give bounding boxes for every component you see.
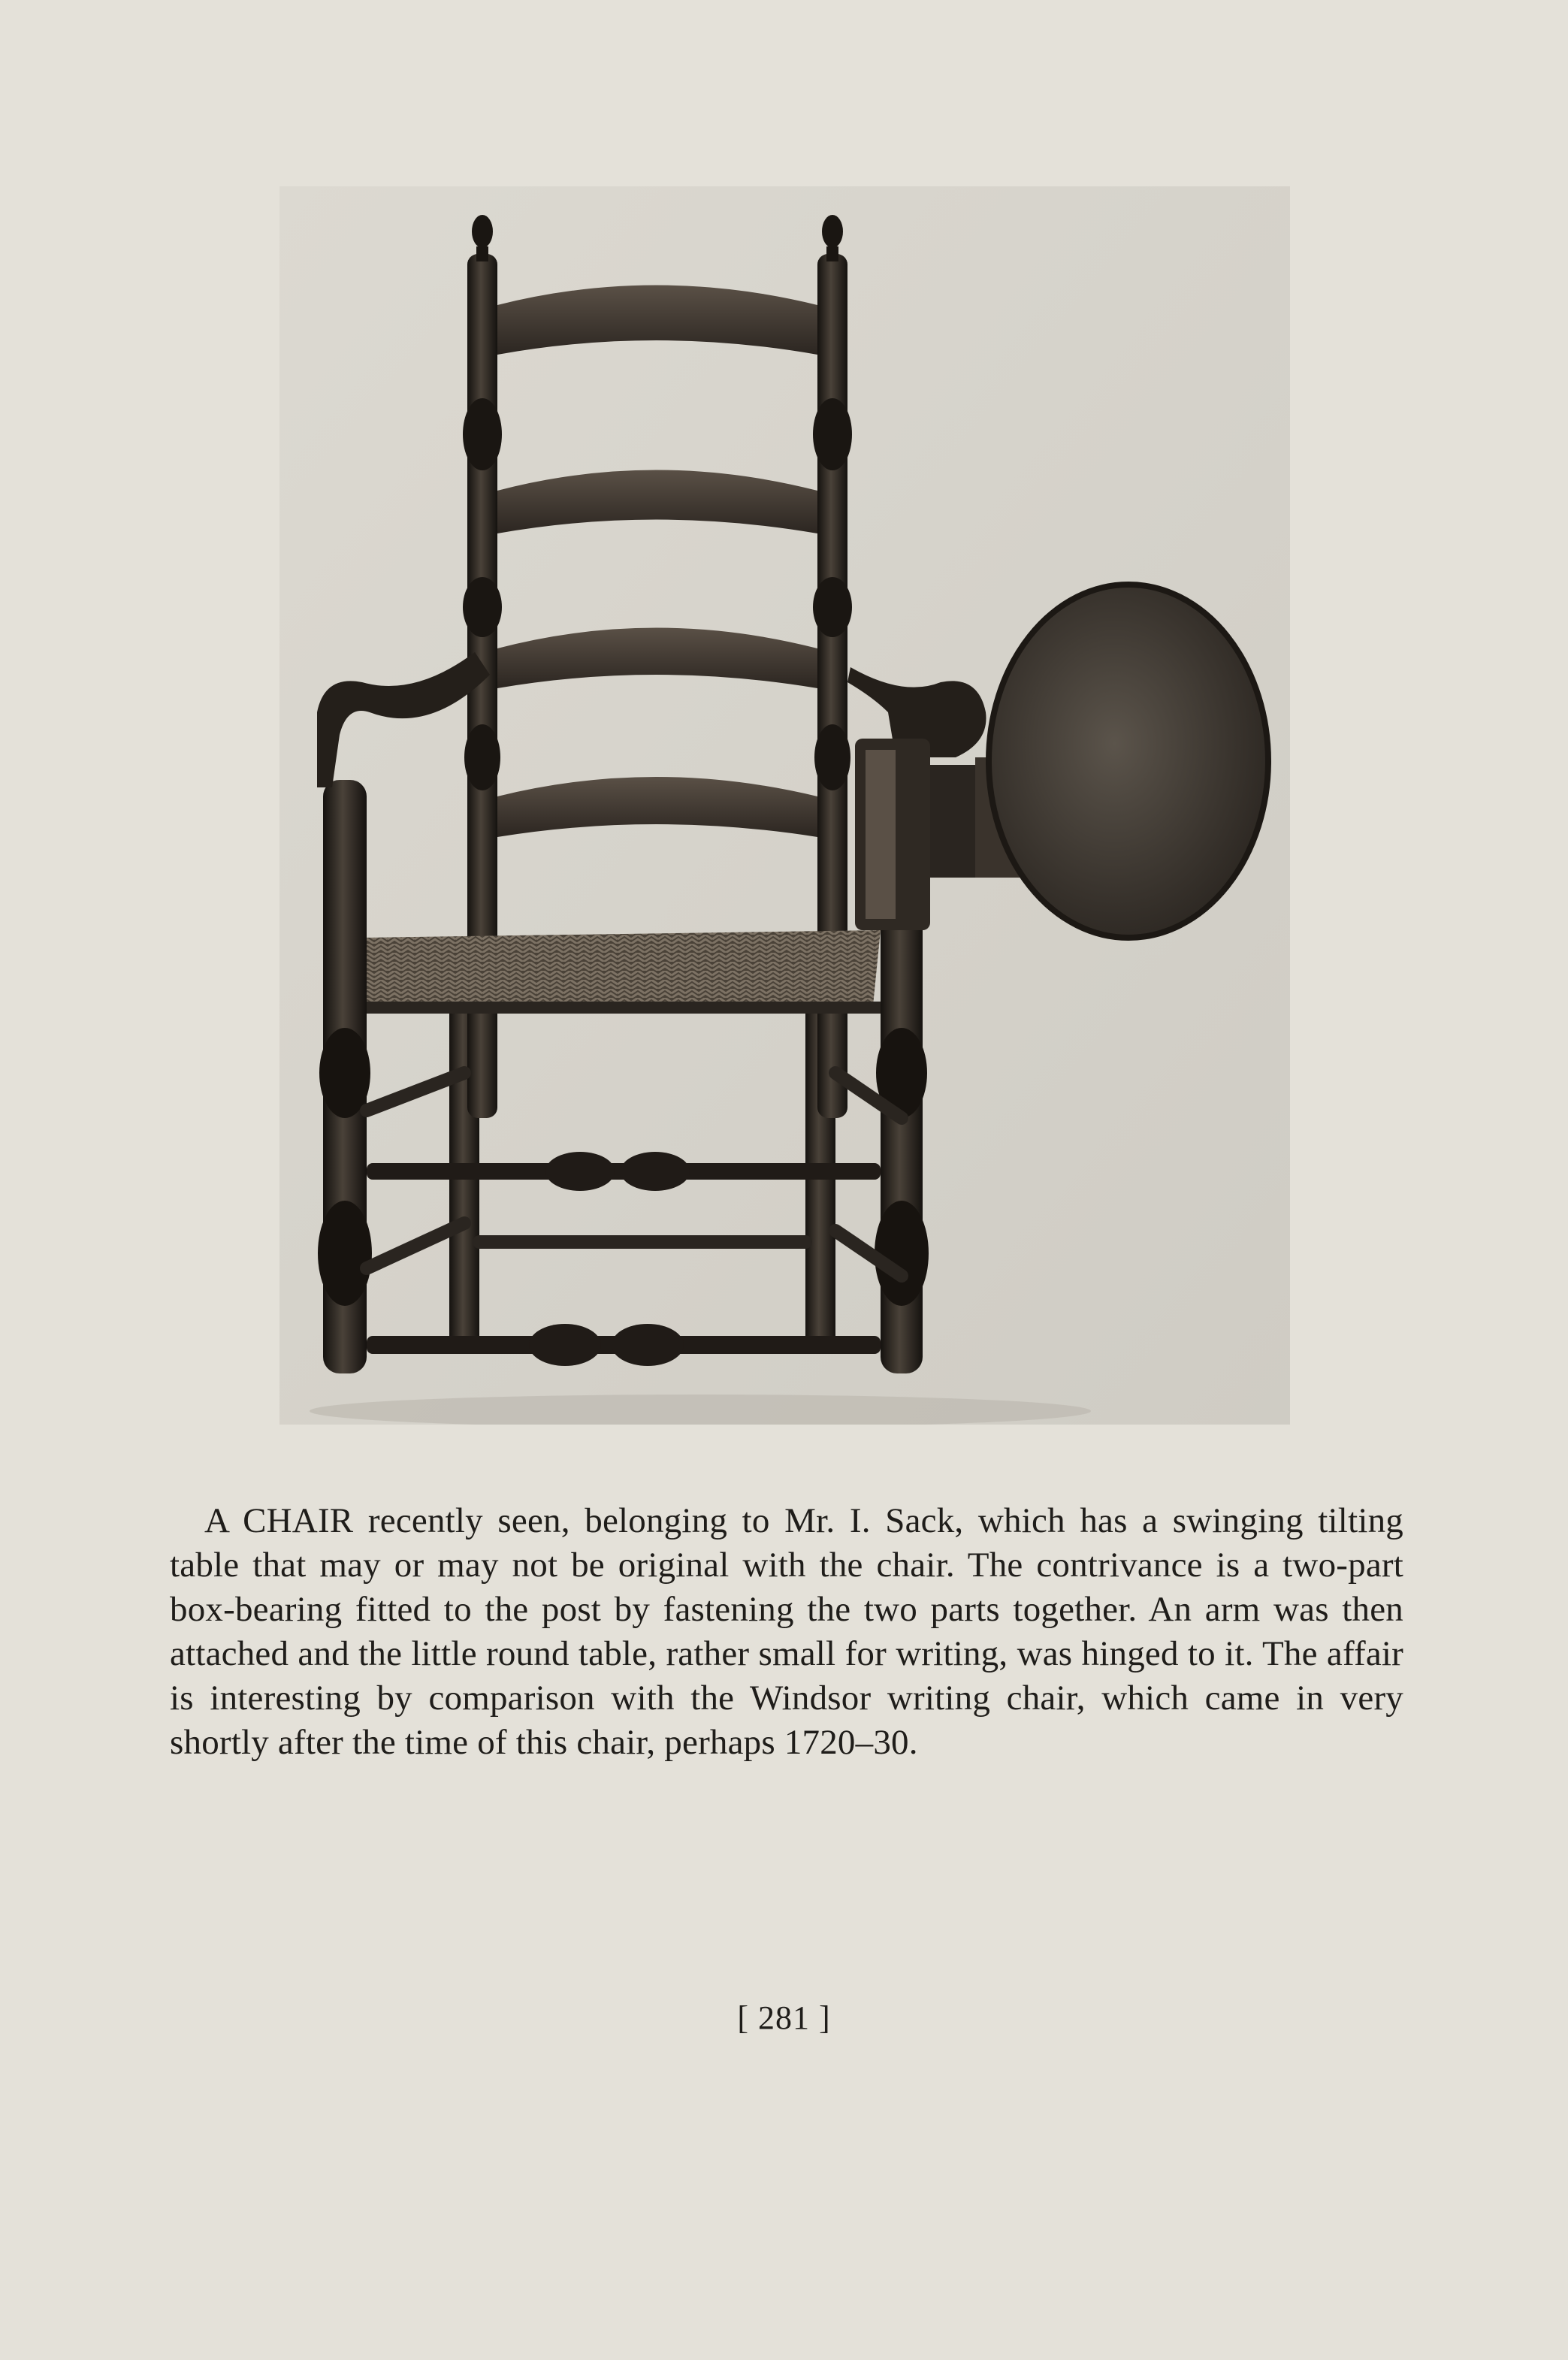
caption-text: A CHAIR recently seen, belonging to Mr. I. Sack, which has a swinging tilting table that may or may not be original with the chair. The contrivance is a two-part box-bearing fitted to the post by fastening the two parts together. An arm was then attached and the little round table, rather small for writing, was hinged to it. The affair is interesting by comparison with the Windsor writing chair, which came in very shortly after the time of this chair, perhaps 1720–30. [170,1501,1403,1762]
page-number: [ 281 ] [737,1999,831,2036]
photo-plate [279,186,1290,1425]
caption-paragraph [170,1499,1403,1765]
ladder-back-armchair-with-tilting-table-icon [279,186,1290,1425]
